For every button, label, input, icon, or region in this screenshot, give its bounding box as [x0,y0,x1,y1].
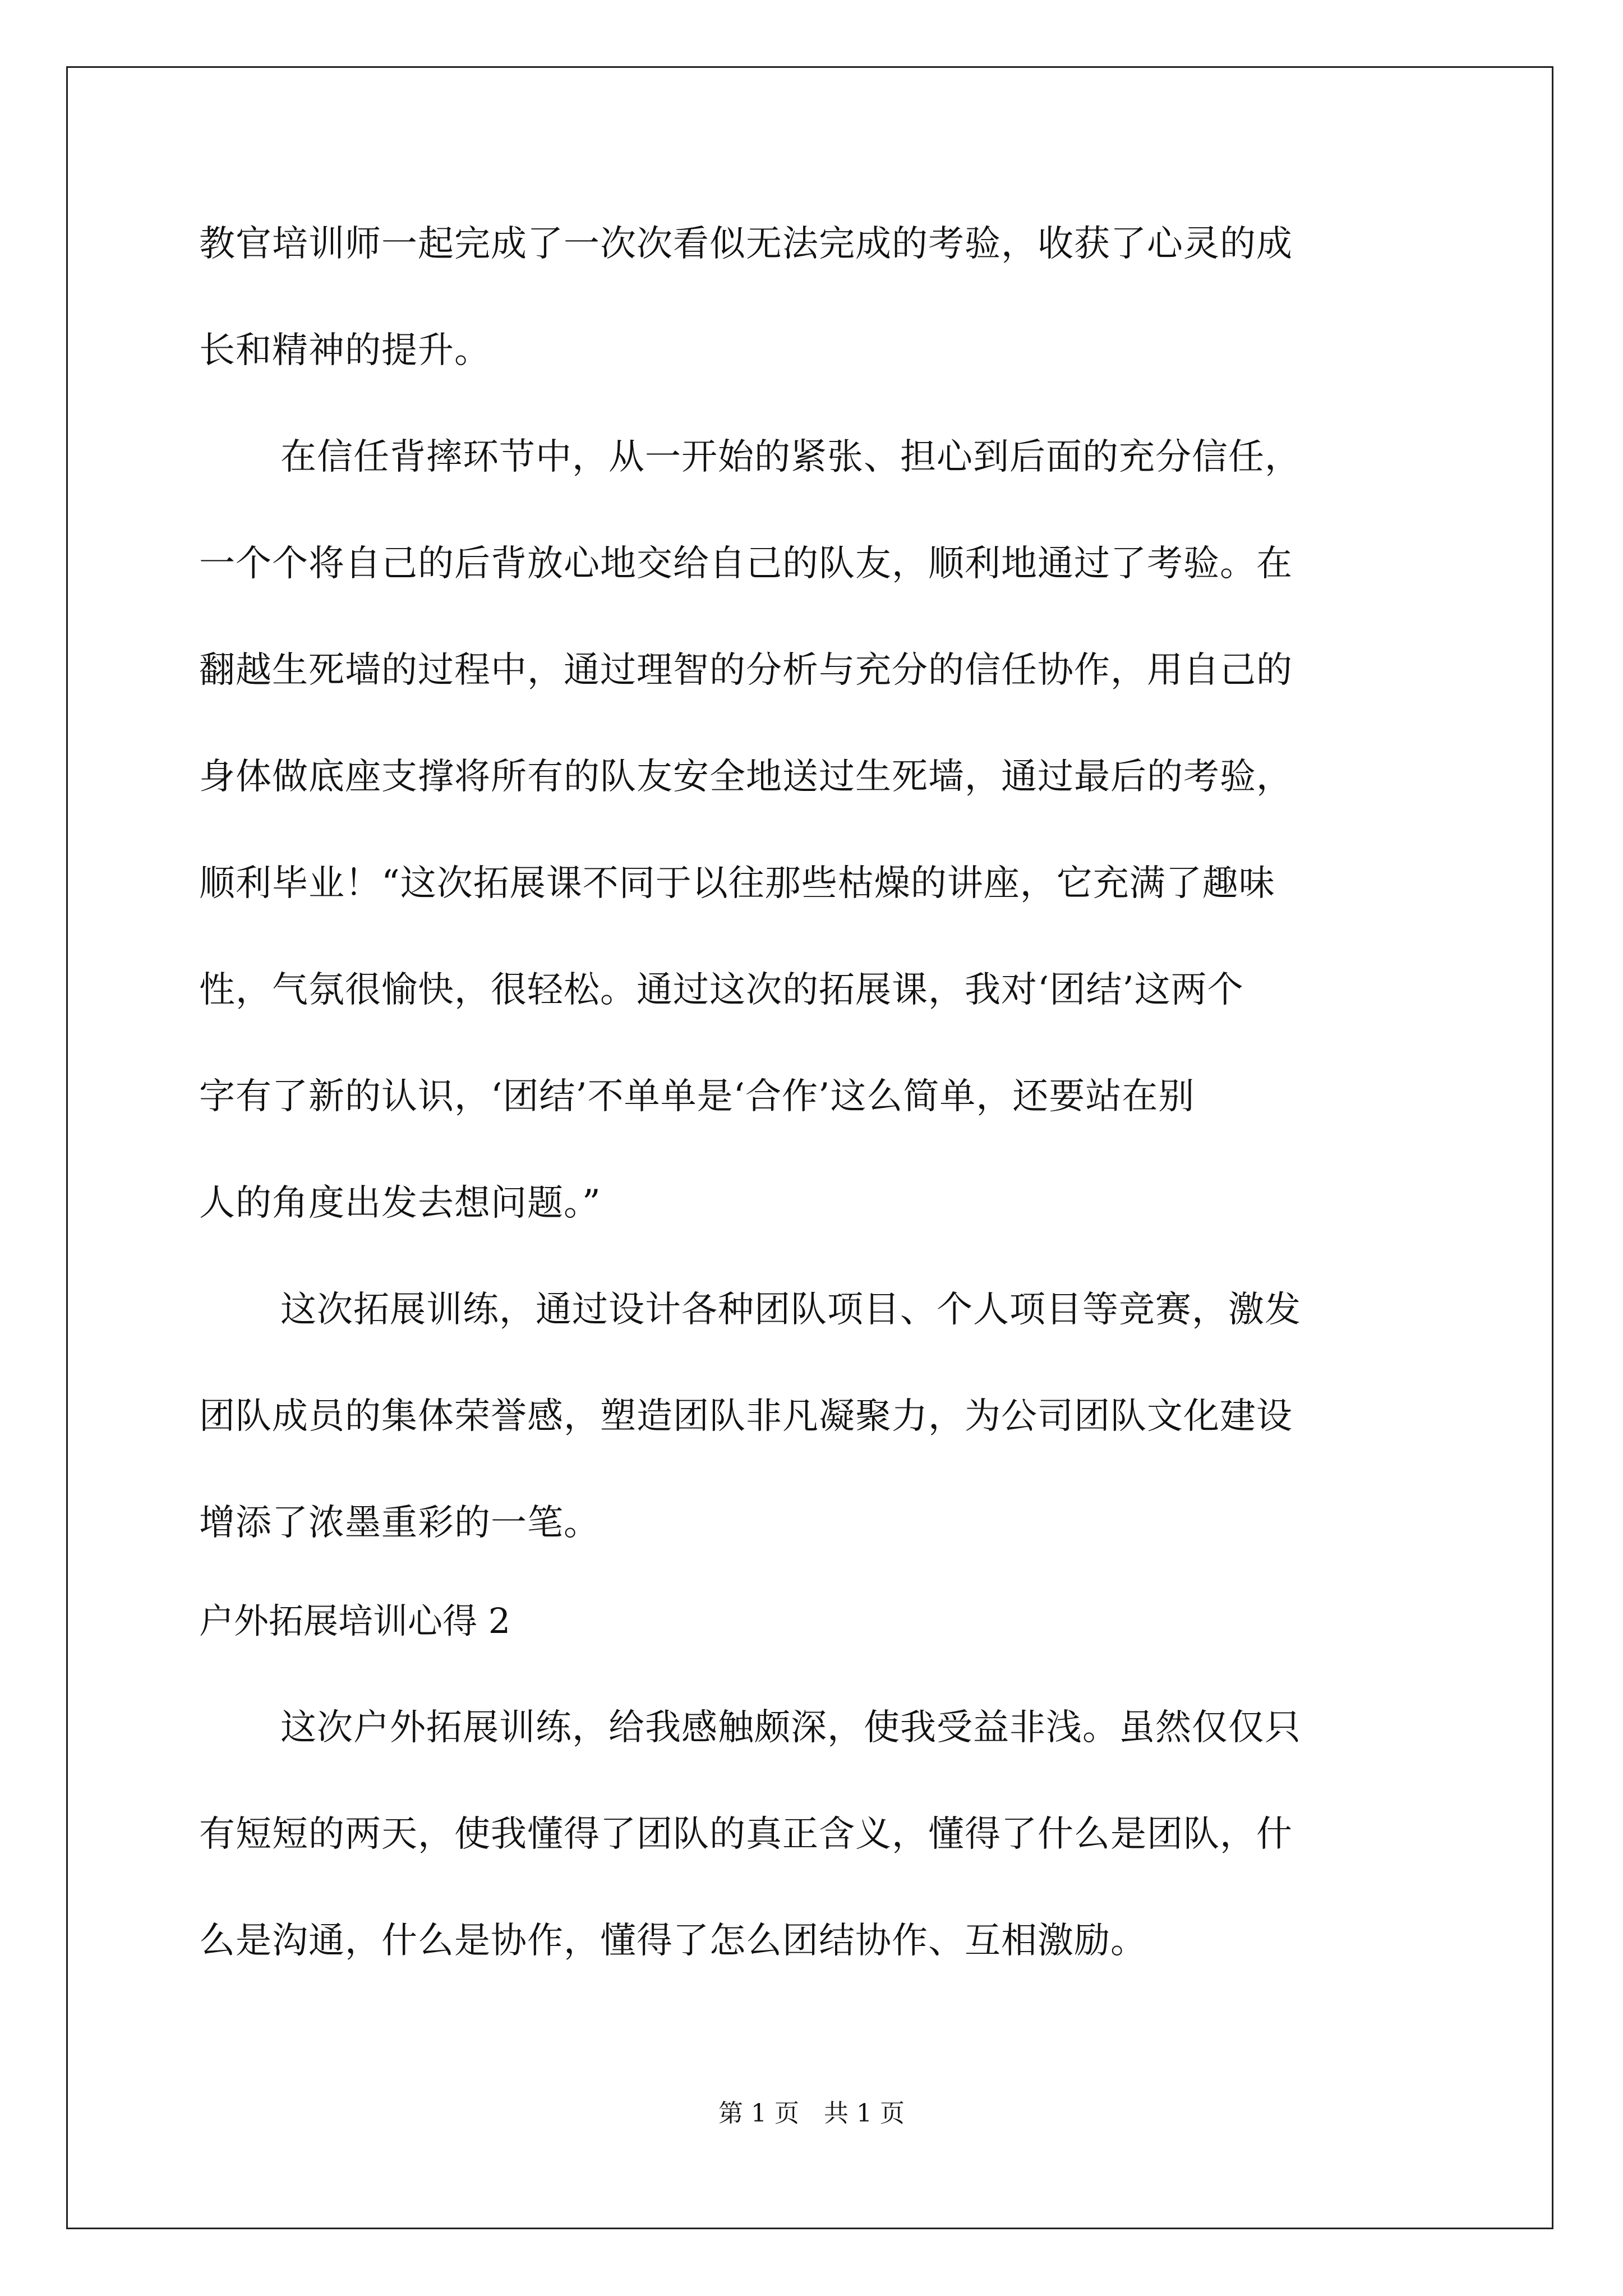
paragraph-4-line-2: 有短短的两天，使我懂得了团队的真正含义，懂得了什么是团队，什 [199,1814,1293,1855]
paragraph-2-line-3: 翻越生死墙的过程中，通过理智的分析与充分的信任协作，用自己的 [199,650,1293,691]
paragraph-3-line-1: 这次拓展训练，通过设计各种团队项目、个人项目等竞赛，激发 [280,1289,1301,1331]
paragraph-2-line-4: 身体做底座支撑将所有的队友安全地送过生死墙，通过最后的考验， [199,756,1293,798]
page-footer: 第 1 页 共 1 页 [718,2099,905,2128]
paragraph-4-line-1: 这次户外拓展训练，给我感触颇深，使我受益非浅。虽然仅仅只 [280,1707,1301,1749]
paragraph-2-line-1: 在信任背摔环节中，从一开始的紧张、担心到后面的充分信任， [280,436,1301,478]
paragraph-1-line-1: 教官培训师一起完成了一次次看似无法完成的考验，收获了心灵的成 [199,223,1293,265]
paragraph-2-line-7: 字有了新的认识，‘团结’不单单是‘合作’这么简单，还要站在别 [199,1076,1195,1117]
paragraph-2-line-8: 人的角度出发去想问题。” [199,1182,601,1224]
paragraph-2-line-6: 性，气氛很愉快，很轻松。通过这次的拓展课，我对‘团结’这两个 [199,969,1244,1011]
paragraph-2-line-5: 顺利毕业！“这次拓展课不同于以往那些枯燥的讲座，它充满了趣味 [199,863,1275,904]
paragraph-2-line-2: 一个个将自己的后背放心地交给自己的队友，顺利地通过了考验。在 [199,543,1293,585]
paragraph-1-line-2: 长和精神的提升。 [199,330,491,371]
paragraph-4-line-3: 么是沟通，什么是协作，懂得了怎么团结协作、互相激励。 [199,1920,1147,1962]
page-border [66,66,1553,2229]
paragraph-3-line-2: 团队成员的集体荣誉感，塑造团队非凡凝聚力，为公司团队文化建设 [199,1396,1293,1437]
paragraph-3-line-3: 增添了浓墨重彩的一笔。 [199,1502,600,1544]
section-heading: 户外拓展培训心得 2 [199,1600,511,1641]
